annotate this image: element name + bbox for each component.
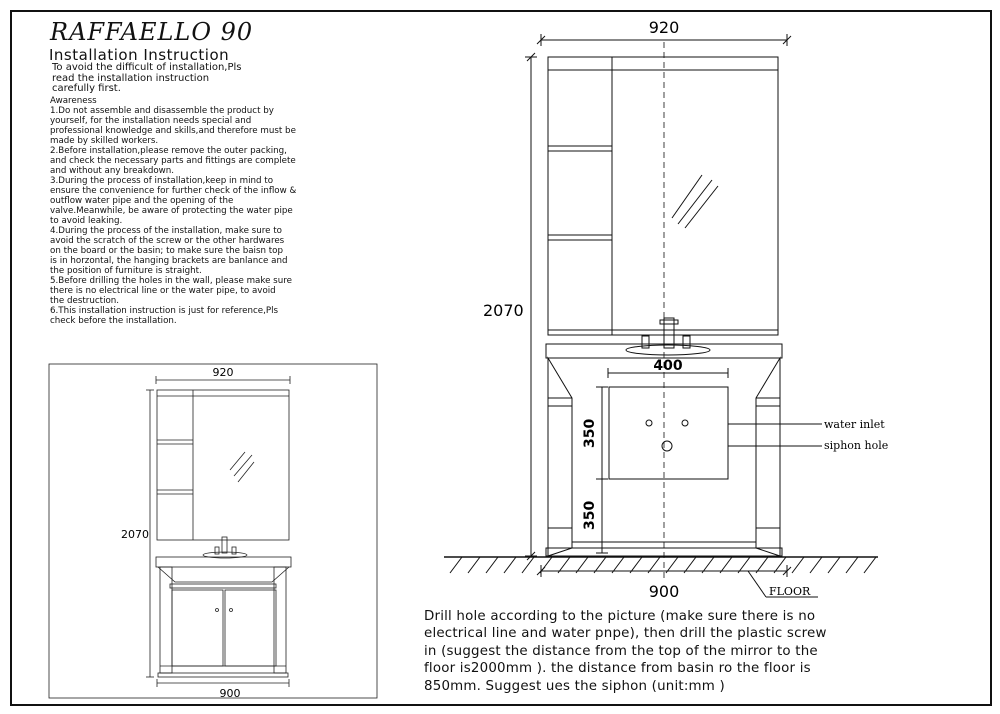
mirror-glint	[230, 452, 245, 470]
small-width-top-label: 920	[212, 366, 234, 379]
small-door-right	[225, 590, 276, 666]
small-height-label: 2070	[121, 528, 149, 541]
main-width-bottom-label: 900	[648, 582, 680, 601]
awareness-item: 2.Before installation,please remove the outer packing, and check the necessary parts and fittings are complete and without any breakdown.	[50, 146, 296, 176]
small-door-left	[172, 590, 223, 666]
awareness-item: 5.Before drilling the holes in the wall, please make sure there is no electrical line or the water pipe, to avoid the destruction.	[50, 276, 292, 306]
small-vanity-top	[156, 557, 291, 567]
drilling-instruction: Drill hole according to the picture (make sure there is no electrical line and water pnpe), then drill the plastic screw in (suggest the distance from the top of the mirror to the floor is2000mm ). the distance from basin ro the floor is 850mm. Suggest ues the siphon (unit:mm )	[424, 609, 827, 694]
small-drawing-frame	[49, 364, 377, 698]
upper-350-label: 350	[582, 418, 598, 448]
lower-350-label: 350	[582, 500, 598, 530]
awareness-item: 4.During the process of the installation, make sure to avoid the scratch of the screw or the other hardwares on the board or the basin; to make sure the baisn top is in horzontal, the hanging brackets are banlance and the position of furniture is straight.	[50, 226, 288, 276]
awareness-item: 3.During the process of installation,keep in mind to ensure the convenience for further check of the inflow & outflow water pipe and the opening of the valve.Meanwhile, be aware of protecting the water pipe to avoid leaking.	[50, 176, 297, 226]
awareness-item: 1.Do not assemble and disassemble the product by yourself, for the installation needs special and professional knowledge and skills,and therefore must be made by skilled workers.	[50, 106, 296, 146]
water-inlet-hole	[646, 420, 652, 426]
water-inlet-hole	[682, 420, 688, 426]
main-height-label: 2070	[483, 301, 524, 320]
siphon-hole	[662, 441, 672, 451]
water-inlet-label: water inlet	[824, 418, 885, 431]
basin-width-label: 400	[653, 358, 683, 374]
product-title: RAFFAELLO 90	[50, 18, 254, 46]
small-drawing	[49, 364, 377, 698]
awareness-heading: Awareness	[50, 96, 97, 106]
document-subtitle: Installation Instruction	[49, 46, 230, 64]
small-mirror-cabinet	[157, 390, 289, 540]
mirror-cabinet	[548, 57, 778, 335]
awareness-item: 6.This installation instruction is just for reference,Pls check before the installation.	[50, 306, 279, 326]
small-width-bottom-label: 900	[219, 687, 241, 700]
siphon-hole-label: siphon hole	[824, 439, 889, 452]
basin	[626, 345, 710, 355]
floor-label: FLOOR	[769, 585, 811, 598]
pipe-panel	[609, 387, 728, 479]
main-width-top-label: 920	[648, 18, 680, 37]
intro-text: To avoid the difficult of installation,Pls read the installation instruction carefully first.	[52, 62, 242, 94]
